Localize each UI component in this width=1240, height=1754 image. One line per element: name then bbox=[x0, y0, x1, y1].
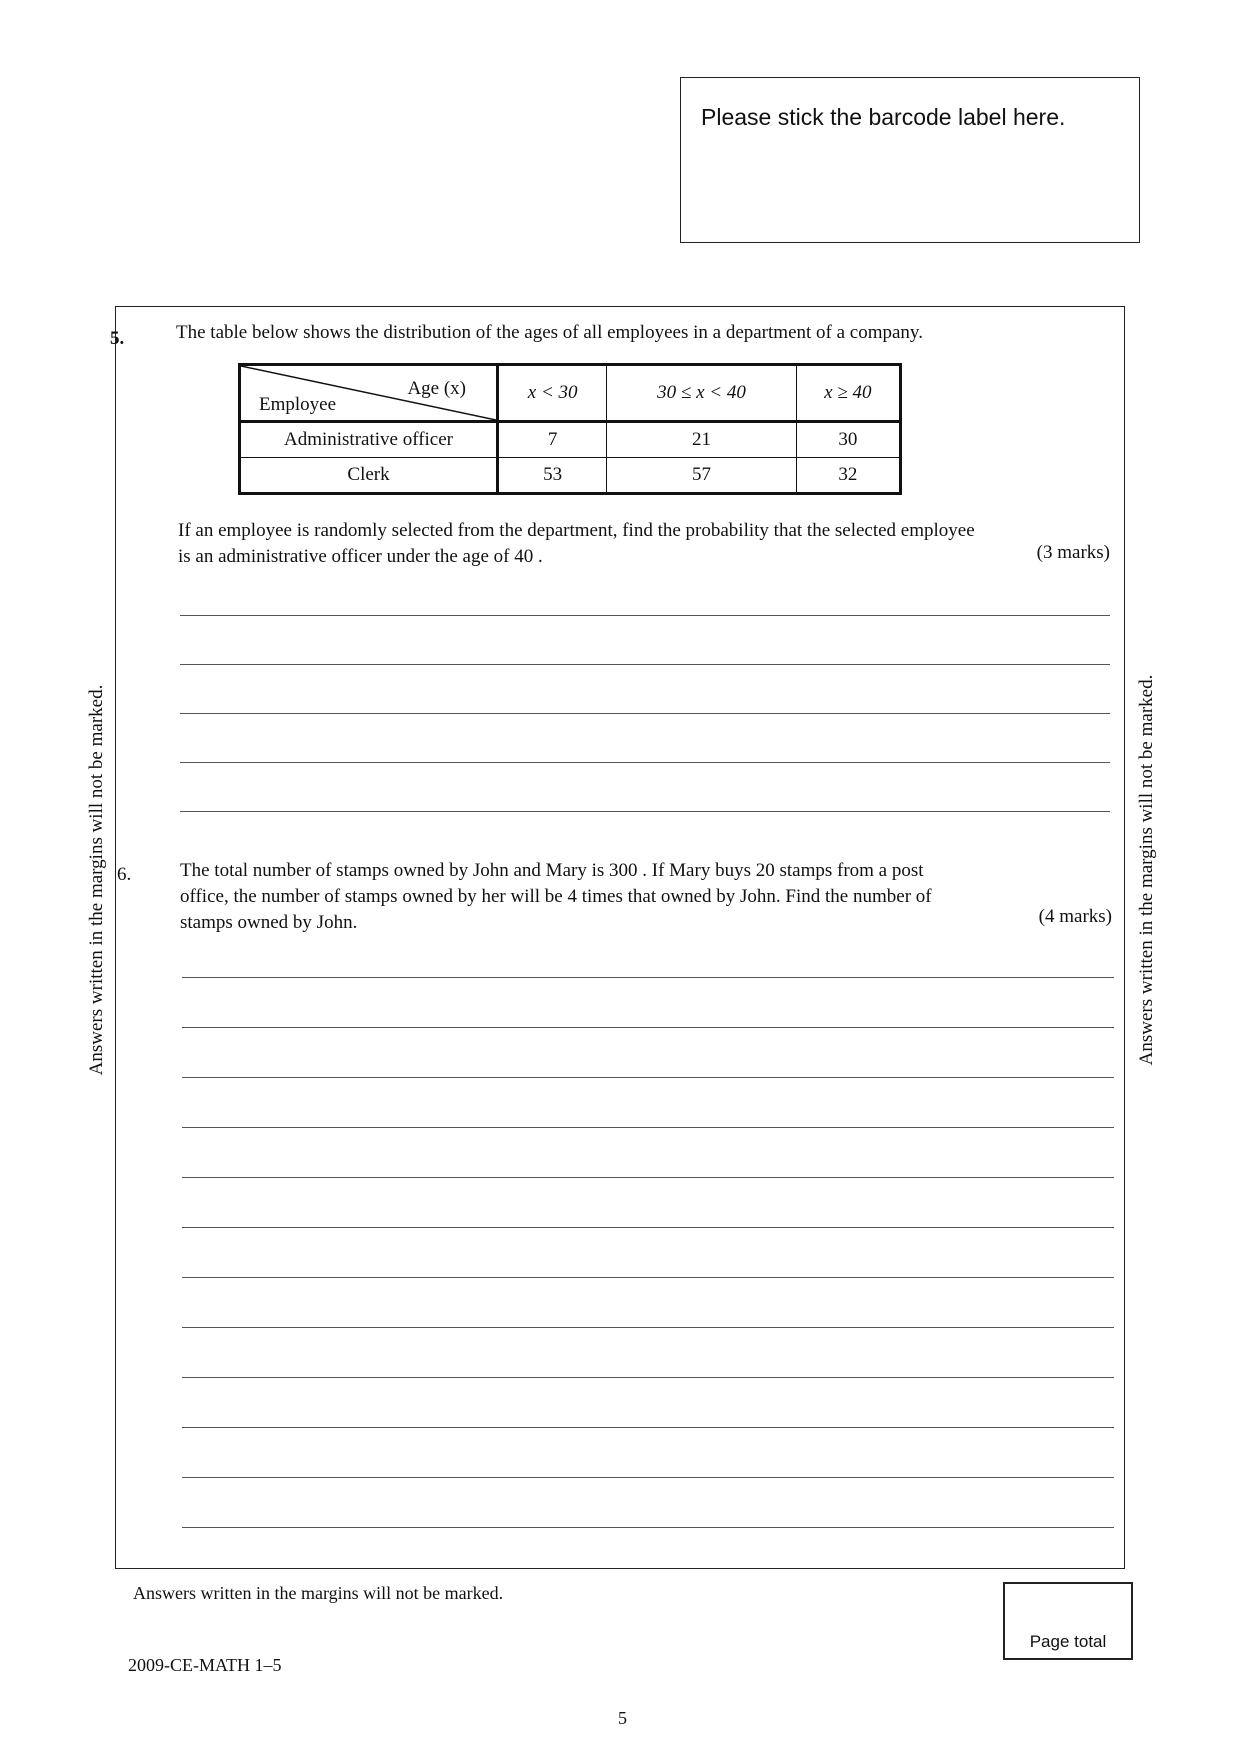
barcode-label-box bbox=[680, 77, 1140, 243]
margin-note-left: Answers written in the margins will not be marked. bbox=[86, 684, 107, 1076]
margin-note-right: Answers written in the margins will not be marked. bbox=[1136, 674, 1157, 1066]
question-5-text-line2: is an administrative officer under the age of 40 . bbox=[178, 546, 543, 567]
answer-line bbox=[182, 1027, 1114, 1028]
column-header: x ≥ 40 bbox=[796, 365, 900, 422]
question-6-text-line1: The total number of stamps owned by John and Mary is 300 . If Mary buys 20 stamps from a post bbox=[180, 860, 924, 881]
answer-line bbox=[180, 664, 1110, 665]
answer-line bbox=[182, 1077, 1114, 1078]
answer-line bbox=[182, 1177, 1114, 1178]
question-6-text-line3: stamps owned by John. bbox=[180, 912, 358, 933]
table-cell: 32 bbox=[796, 458, 900, 494]
answer-line bbox=[182, 1327, 1114, 1328]
table-cell: 30 bbox=[796, 422, 900, 458]
answer-line bbox=[182, 1427, 1114, 1428]
table-header-row bbox=[240, 365, 901, 422]
answer-line bbox=[182, 1277, 1114, 1278]
answer-frame bbox=[115, 306, 1125, 1569]
row-label: Clerk bbox=[240, 458, 498, 494]
answer-line bbox=[182, 1377, 1114, 1378]
age-distribution-table bbox=[238, 363, 902, 495]
answer-line bbox=[180, 713, 1110, 714]
answer-line bbox=[180, 615, 1110, 616]
question-6-marks: (4 marks) bbox=[1038, 906, 1112, 927]
row-axis-label: Employee bbox=[259, 394, 337, 415]
page-total-label: Page total bbox=[1029, 1632, 1107, 1651]
answer-line bbox=[180, 762, 1110, 763]
exam-code: 2009-CE-MATH 1–5 bbox=[128, 1655, 282, 1675]
answer-line bbox=[182, 1227, 1114, 1228]
column-header: 30 ≤ x < 40 bbox=[607, 365, 796, 422]
column-header: x < 30 bbox=[498, 365, 607, 422]
page-total-box bbox=[1003, 1582, 1133, 1660]
question-5-number: 5. bbox=[110, 328, 125, 349]
table-cell: 21 bbox=[607, 422, 796, 458]
barcode-instruction: Please stick the barcode label here. bbox=[701, 104, 1066, 130]
table-row bbox=[240, 458, 901, 494]
answer-line bbox=[182, 977, 1114, 978]
question-6-number: 6. bbox=[117, 864, 132, 885]
question-5-intro: The table below shows the distribution of the ages of all employees in a department of a company. bbox=[176, 322, 923, 343]
table-cell: 7 bbox=[498, 422, 607, 458]
answer-line bbox=[182, 1527, 1114, 1528]
table-cell: 57 bbox=[607, 458, 796, 494]
table-cell: 53 bbox=[498, 458, 607, 494]
column-axis-label: Age (x) bbox=[407, 378, 466, 399]
question-5-marks: (3 marks) bbox=[1036, 542, 1110, 563]
page-number: 5 bbox=[618, 1708, 627, 1728]
question-5-text-line1: If an employee is randomly selected from the department, find the probability that the selected employee bbox=[178, 520, 975, 541]
answer-line bbox=[182, 1127, 1114, 1128]
answer-line bbox=[180, 811, 1110, 812]
footer-margin-note: Answers written in the margins will not be marked. bbox=[133, 1583, 504, 1603]
table-corner-cell bbox=[240, 365, 498, 422]
question-6-text-line2: office, the number of stamps owned by her will be 4 times that owned by John. Find the number of bbox=[180, 886, 932, 907]
table-row bbox=[240, 422, 901, 458]
row-label: Administrative officer bbox=[240, 422, 498, 458]
answer-line bbox=[182, 1477, 1114, 1478]
